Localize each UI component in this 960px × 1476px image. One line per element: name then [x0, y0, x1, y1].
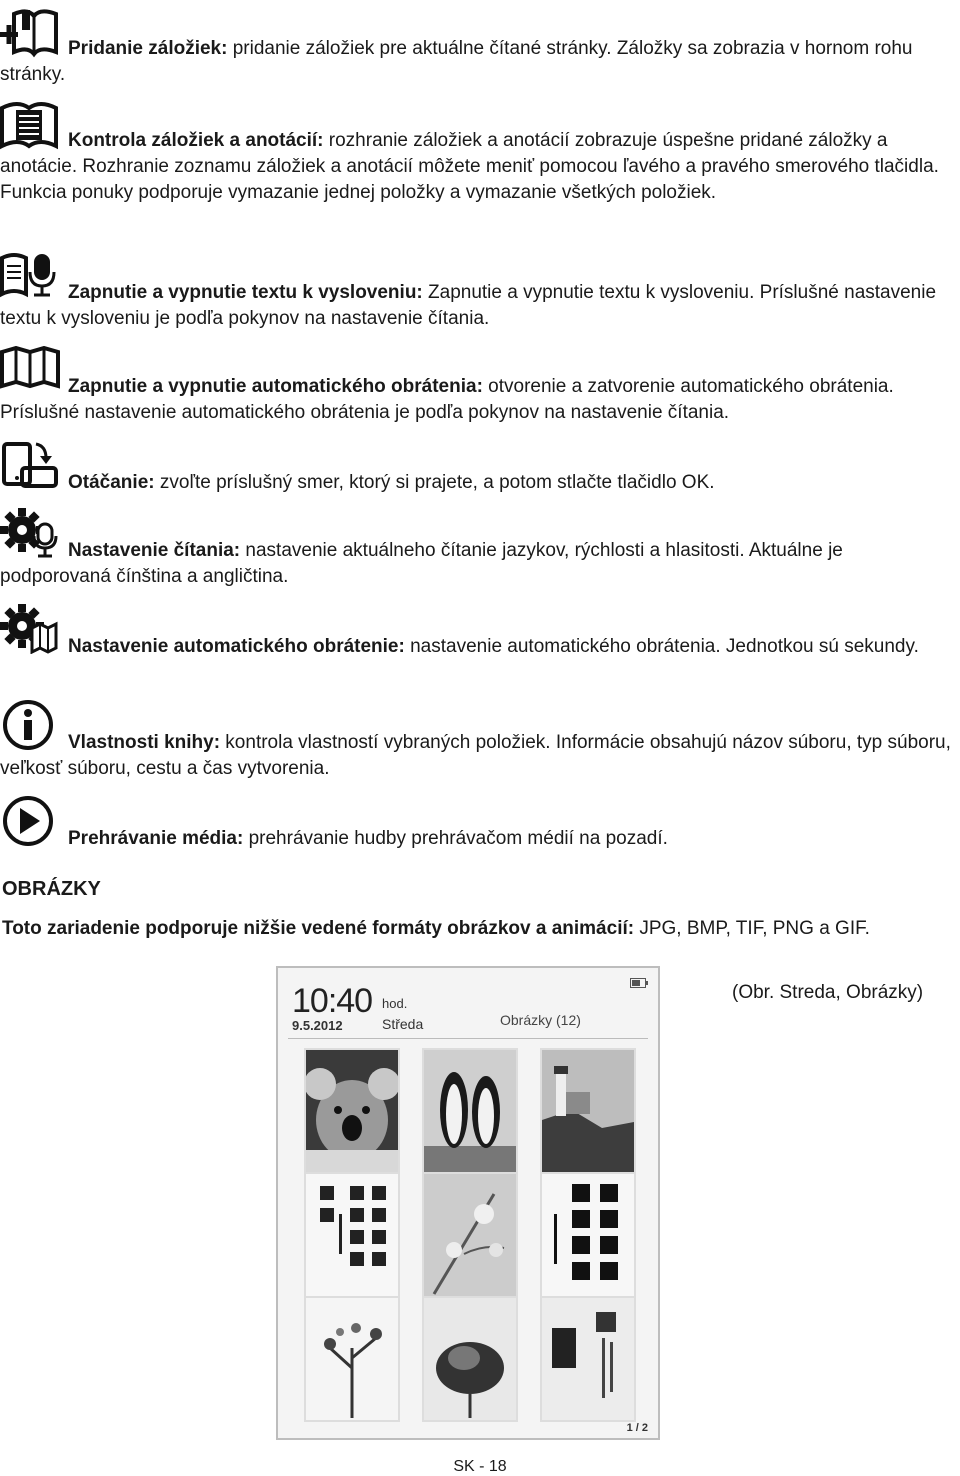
bookmark-list-icon	[0, 100, 58, 150]
thumbnail-blossom[interactable]	[304, 1296, 400, 1422]
page-indicator: 1 / 2	[626, 1422, 648, 1434]
entry-rotate	[0, 440, 958, 496]
thumbnail-penguins[interactable]	[422, 1048, 518, 1174]
entry-text: Pridanie záložiek: pridanie záložiek pre aktuálne čítané stránky. Záložky sa zobrazia v hornom rohu stránky.	[0, 38, 913, 85]
auto-flip-settings-icon	[0, 602, 60, 654]
album-title: Obrázky (12)	[500, 1012, 581, 1028]
thumbnail-calligraphy-2[interactable]	[540, 1172, 636, 1298]
entry-text: Vlastnosti knihy: kontrola vlastností vybraných položiek. Informácie obsahujú názov súboru, typ súboru, veľkosť súboru, cestu a čas vytvorenia.	[0, 732, 951, 779]
clock-unit: hod.	[382, 996, 408, 1011]
entry-auto-flip-settings	[0, 602, 958, 660]
intro-paragraph: Toto zariadenie podporuje nižšie vedené formáty obrázkov a animácií: JPG, BMP, TIF, PNG a GIF.	[2, 918, 870, 939]
thumbnail-lotus[interactable]	[422, 1296, 518, 1422]
text-to-speech-icon	[0, 252, 60, 298]
thumbnail-flowers[interactable]	[422, 1172, 518, 1298]
entry-text-to-speech	[0, 252, 958, 332]
entry-text: Nastavenie čítania: nastavenie aktuálneho čítanie jazykov, rýchlosti a hlasitosti. Aktuálne je podporovaná čínština a angličtina.	[0, 540, 843, 587]
device-screenshot	[276, 966, 660, 1440]
auto-flip-book-icon	[0, 346, 60, 390]
entry-book-properties	[0, 700, 958, 782]
entry-text: Otáčanie: zvoľte príslušný smer, ktorý si prajete, a potom stlačte tlačidlo OK.	[68, 472, 715, 493]
entry-text: Kontrola záložiek a anotácií: rozhranie záložiek a anotácií zobrazuje úspešne pridané záložky a anotácie. Rozhranie zoznamu záložiek a anotácií môžete meniť pomocou ľavého a pravého smerového tlačidla. Funkcia ponuky podporuje vymazanie jednej položky a vymazanie všetkých položiek.	[0, 130, 939, 203]
clock-day: Středa	[382, 1016, 424, 1032]
entry-text: Prehrávanie média: prehrávanie hudby prehrávačom médií na pozadí.	[68, 828, 668, 849]
entry-auto-flip	[0, 346, 958, 426]
reading-settings-icon	[0, 506, 60, 558]
entry-bookmark-add	[0, 6, 958, 88]
entry-media-playback	[0, 796, 958, 852]
entry-text: Zapnutie a vypnutie textu k vysloveniu: Zapnutie a vypnutie textu k vysloveniu. Príslušné nastavenie textu k vysloveniu je podľa pokynov na nastavenie čítania.	[0, 282, 937, 329]
play-icon	[0, 796, 58, 848]
page-number: SK - 18	[453, 1458, 507, 1475]
thumbnail-dragon-calligraphy[interactable]	[540, 1296, 636, 1422]
entry-bookmark-list	[0, 100, 958, 206]
entry-reading-settings	[0, 506, 958, 590]
entry-text: Nastavenie automatického obrátenie: nastavenie automatického obrátenia. Jednotkou sú sekundy.	[68, 636, 919, 657]
info-icon	[0, 700, 58, 752]
entry-text: Zapnutie a vypnutie automatického obrátenia: otvorenie a zatvorenie automatického obrátenia. Príslušné nastavenie automatického obrátenia je podľa pokynov na nastavenie čítania.	[0, 376, 894, 423]
header-divider	[288, 1038, 648, 1039]
thumbnail-calligraphy-1[interactable]	[304, 1172, 400, 1298]
battery-icon	[630, 978, 646, 988]
rotate-device-icon	[0, 440, 60, 490]
thumbnail-lighthouse[interactable]	[540, 1048, 636, 1174]
clock-date: 9.5.2012	[292, 1018, 343, 1033]
clock-time: 10:40	[292, 982, 373, 1020]
section-heading: OBRÁZKY	[2, 878, 101, 900]
bookmark-add-icon	[0, 6, 58, 60]
thumbnail-koala[interactable]	[304, 1048, 400, 1174]
figure-caption: (Obr. Streda, Obrázky)	[732, 982, 924, 1003]
